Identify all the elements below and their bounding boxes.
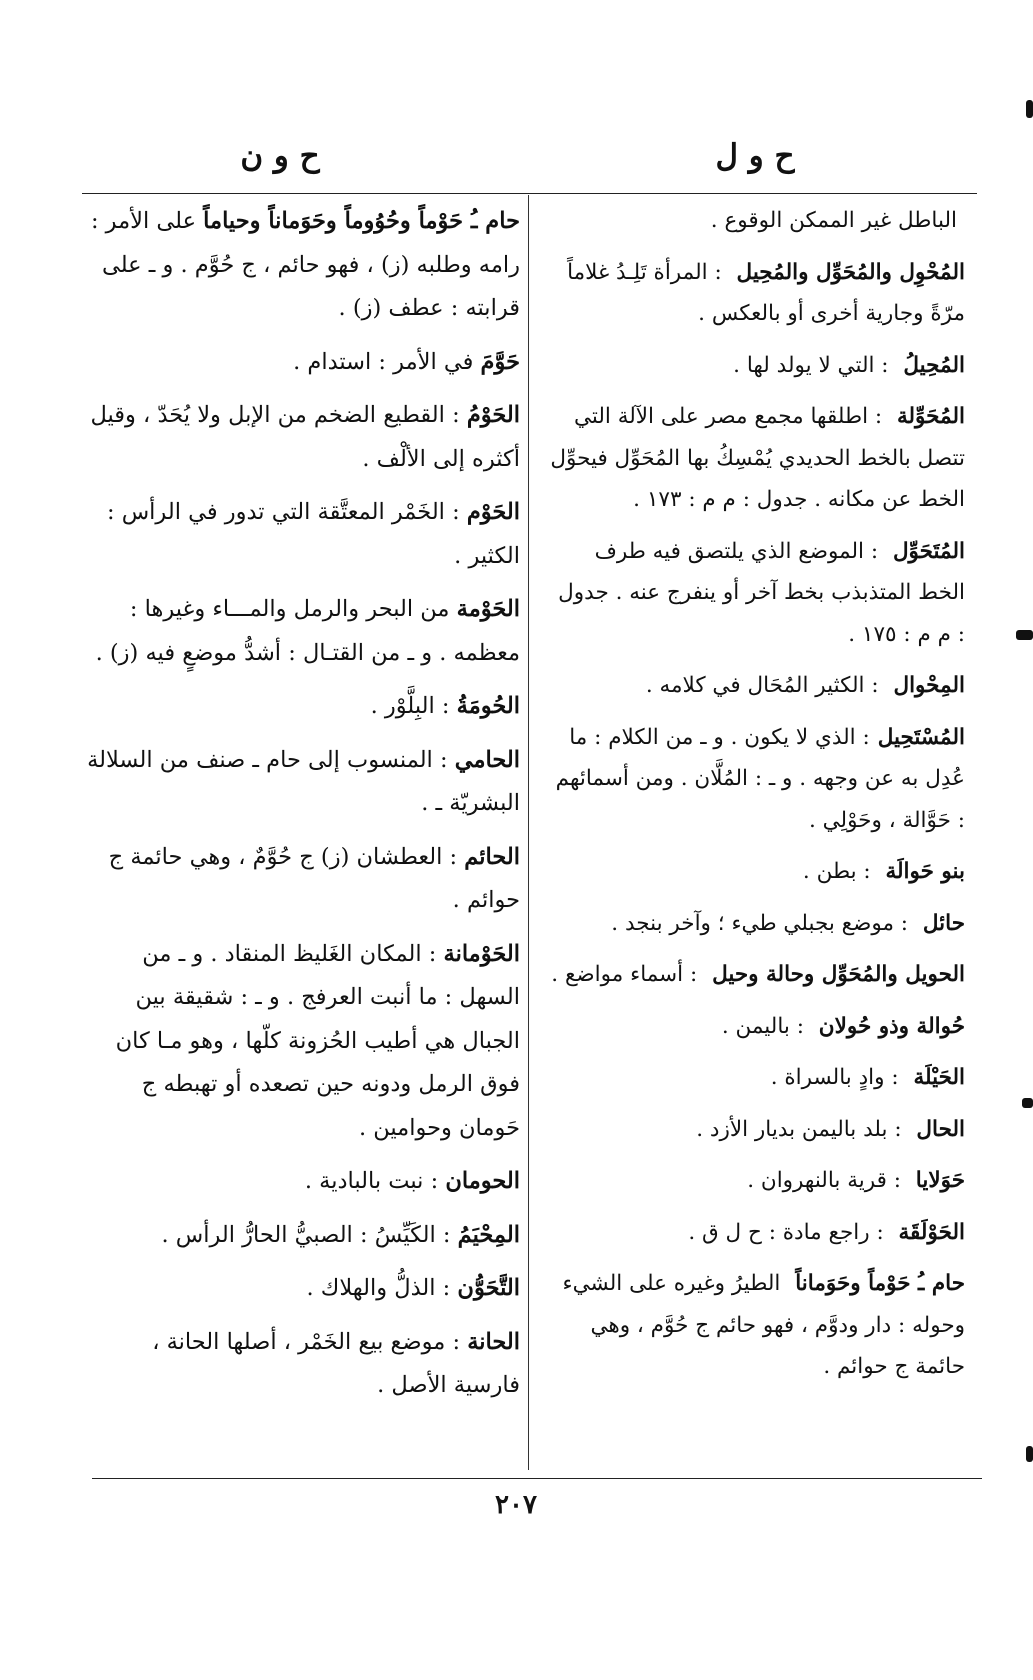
dictionary-entry <box>82 685 520 729</box>
dictionary-entry <box>545 531 965 656</box>
entry-headword: المِحْوال <box>893 673 965 698</box>
entry-definition: : الذلُّ والهلاك . <box>306 1275 458 1301</box>
dictionary-entry <box>545 903 965 945</box>
left-column-header: ح و ن <box>240 138 320 174</box>
entry-definition: : أسماء مواضع . <box>551 962 705 987</box>
dictionary-entry <box>545 1006 965 1048</box>
bottom-rule <box>92 1478 982 1479</box>
entry-headword: التَّحَوُّن <box>457 1275 520 1301</box>
entry-definition: : بطن . <box>802 859 878 884</box>
entry-definition: : الخَمْر المعتَّقة التي تدور في الرأس : الكثير . <box>106 499 520 569</box>
entry-headword: الحَوْمة <box>456 596 520 622</box>
entry-definition: : الكَيِّسُ : الصبيُّ الحارُّ الرأس . <box>161 1221 458 1248</box>
dictionary-entry <box>545 851 965 893</box>
column-divider <box>528 195 529 1470</box>
entry-definition: : المكان الغَليظ المنقاد . و ـ من السهل : ما أنبت العرفج . و ـ : شقيقة بين الجبال هي أطيب الحُزونة كلّها ، وهو مـا كان فوق الرمل ودونه حين تصعده أو تهبطه ج حَومان وحوامين . <box>115 940 520 1141</box>
entry-definition: : موضع بيع الخَمْر ، أصلها الحانة ، فارسية الأصل . <box>152 1328 520 1398</box>
entry-definition: : العطشان (ز) ج حُوَّمٌ ، وهي حائمة ج حوائم . <box>108 843 520 913</box>
edge-mark <box>1016 630 1033 640</box>
entry-headword: حام ـُ حَوْماً وحَوَماناً <box>795 1271 965 1296</box>
entry-headword: المُحِيلُ <box>903 352 965 378</box>
dictionary-entry <box>82 588 520 675</box>
right-column-header: ح و ل <box>715 138 795 174</box>
entry-definition: : اطلقها مجمع مصر على الآلة التي تتصل بالخط الحديدي يُمْسِكُ بها المُحَوِّل فيحوِّل الخط عن مكانه . جدول : م م : ١٧٣ . <box>550 404 965 512</box>
entry-headword: المُتَحَوِّل <box>892 538 965 564</box>
entry-headword: حَوَّمَ <box>480 348 520 375</box>
right-column <box>545 200 965 1398</box>
entry-headword: حُوالة وذو حُولان <box>818 1013 965 1039</box>
entry-headword: الحَوْمانة <box>443 940 520 967</box>
entry-definition: : باليمن . <box>721 1013 811 1039</box>
entry-headword: الحُومَةُ <box>456 693 520 719</box>
entry-headword: حَوَلايا <box>915 1168 965 1193</box>
entry-definition: : المرأة تَلِـدُ غلاماً مرّةً وجارية أخرى أو بالعكس . <box>567 259 965 326</box>
top-rule <box>82 193 977 194</box>
entry-headword: بنو حَوالَة <box>885 859 965 884</box>
entry-headword: المُحَوِّلة <box>896 404 965 429</box>
entry-headword: الحانة <box>467 1328 520 1355</box>
edge-mark <box>1022 1098 1033 1108</box>
dictionary-entry <box>545 345 965 387</box>
dictionary-entry <box>545 1057 965 1099</box>
entry-definition: : البِلَّوْر . <box>370 693 457 719</box>
entry-definition: : المنسوب إلى حام ـ صنف من السلالة البشريّة ـ . <box>87 746 520 816</box>
entry-definition: على الأمر : رامه وطلبه (ز) ، فهو حائم ، ج حُوَّم . و ـ على قرابته : عطف (ز) . <box>90 208 520 321</box>
page-number: ٢٠٧ <box>495 1490 537 1520</box>
dictionary-entry <box>82 933 520 1151</box>
entry-definition: : راجع مادة : ح ل ق . <box>688 1219 891 1245</box>
entry-headword: الحَوْمُ <box>466 402 520 428</box>
entry-definition: : وادٍ بالسراة . <box>770 1065 906 1090</box>
entry-definition: الطيرُ وغيره على الشيء وحوله : دار ودوَّم ، فهو حائم ج حُوَّم ، وهي حائمة ج حوائم . <box>562 1271 965 1379</box>
dictionary-entry <box>545 396 965 521</box>
dictionary-entry <box>82 1321 520 1408</box>
dictionary-entry <box>82 200 520 331</box>
dictionary-entry <box>545 665 965 707</box>
dictionary-entry <box>82 341 520 385</box>
entry-headword: الحال <box>916 1116 965 1142</box>
entry-definition: : الذي لا يكون . و ـ من الكلام : ما عُدِل به عن وجهه . و ـ : المُلَّان . ومن أسمائهم : حَوَّالة ، وحَوْلِي . <box>555 724 965 833</box>
dictionary-entry <box>82 394 520 481</box>
dictionary-entry <box>82 491 520 578</box>
entry-headword: الحائم <box>464 843 520 870</box>
left-column <box>82 200 520 1418</box>
dictionary-entry <box>545 1212 965 1254</box>
entry-headword: الحامي <box>454 746 520 773</box>
entry-headword: الحويل والمُحَوِّل وحالة وحيل <box>712 962 965 987</box>
dictionary-entry <box>545 717 965 842</box>
entry-definition: : نبت بالبادية . <box>304 1168 446 1194</box>
edge-mark <box>1026 100 1033 118</box>
entry-definition: في الأمر : استدام . <box>293 348 481 375</box>
entry-definition: : التي لا يولد لها . <box>733 352 896 378</box>
entry-headword: المِحْيَمُ <box>457 1221 520 1248</box>
entry-headword: حام ـُ حَوْماً وحُوُوماً وحَوَماناً وحياماً <box>203 208 520 234</box>
dictionary-entry <box>545 252 965 335</box>
dictionary-entry <box>82 739 520 826</box>
entry-definition: الباطل غير الممكن الوقوع . <box>710 208 957 233</box>
entry-definition: : القطيع الضخم من الإبل ولا يُحَدّ ، وقيل أكثره إلى الألْف . <box>90 402 520 472</box>
entry-definition: : الكثير المُحَال في كلامه . <box>645 673 886 698</box>
entry-headword: المُحْوِل والمُحَوِّل والمُحِيل <box>736 259 965 285</box>
dictionary-entry <box>82 1160 520 1204</box>
dictionary-entry <box>82 1267 520 1311</box>
entry-definition: : قرية بالنهروان . <box>747 1168 908 1193</box>
entry-definition: من البحر والرمل والمـــاء وغيرها : معظمه . و ـ من القتـال : أشدُّ موضعٍ فيه (ز) . <box>95 596 520 666</box>
dictionary-entry <box>545 1109 965 1151</box>
entry-definition: : موضع بجبلي طيء ؛ وآخر بنجد . <box>611 910 915 936</box>
edge-mark <box>1026 1446 1033 1462</box>
dictionary-entry <box>82 836 520 923</box>
dictionary-entry <box>545 954 965 996</box>
entry-headword: حائل <box>922 910 965 936</box>
dictionary-entry <box>545 200 965 242</box>
entry-headword: الحَيْلَة <box>913 1065 965 1090</box>
entry-headword: المُسْتَحِيل <box>877 724 965 750</box>
dictionary-entry <box>82 1214 520 1258</box>
entry-headword: الحومان <box>445 1168 520 1194</box>
entry-definition: : الموضع الذي يلتصق فيه طرف الخط المتذبذب بخط آخر أو ينفرج عنه . جدول : م م : ١٧٥ . <box>558 538 965 647</box>
entry-headword: الحَوْم <box>466 499 520 525</box>
dictionary-entry <box>545 1263 965 1388</box>
entry-definition: : بلد باليمن بديار الأزد . <box>696 1116 909 1142</box>
entry-headword: الحَوْلَقَة <box>898 1219 965 1245</box>
dictionary-entry <box>545 1160 965 1202</box>
